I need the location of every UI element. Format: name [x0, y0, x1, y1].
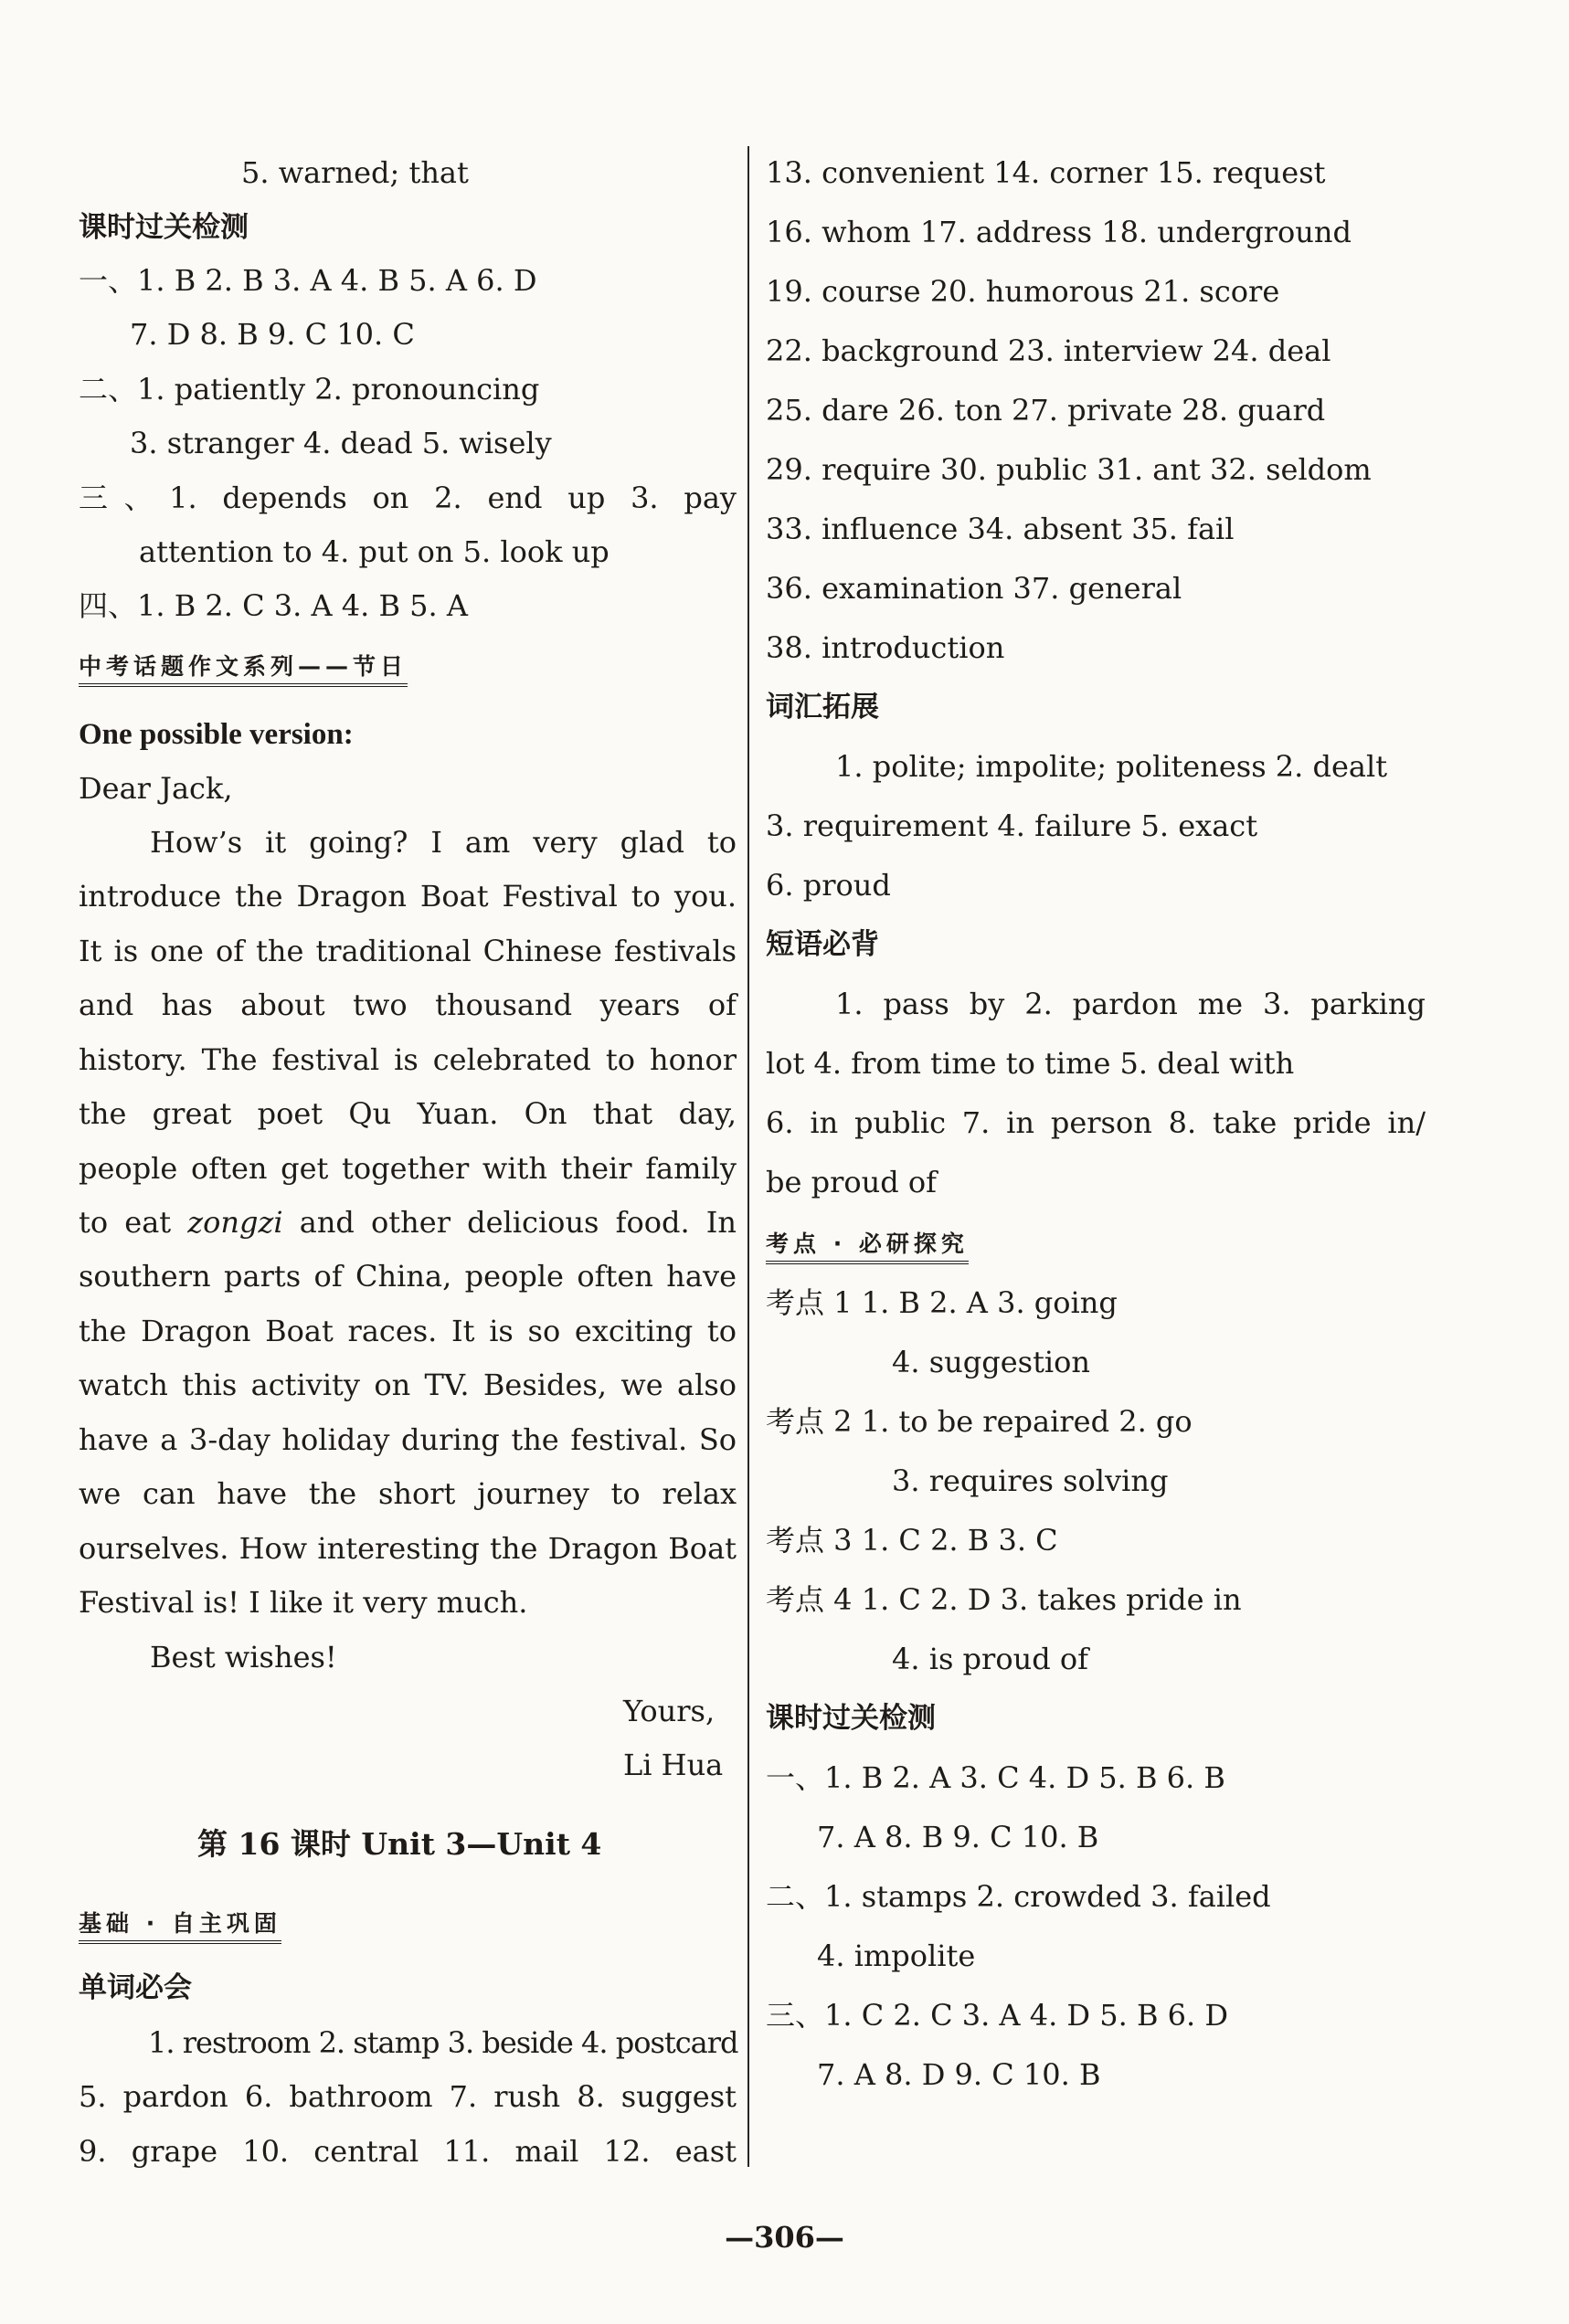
vocab-line: 25. dare 26. ton 27. private 28. guard	[766, 393, 1326, 428]
vocab-line: 19. course 20. humorous 21. score	[766, 274, 1280, 309]
vocab-line: 1. polite; impolite; politeness 2. dealt	[835, 749, 1388, 784]
answer-line: attention to 4. put on 5. look up	[139, 534, 610, 569]
letter-line: watch this activity on TV. Besides, we also	[79, 1368, 737, 1402]
phrase-line: be proud of	[766, 1165, 938, 1199]
basics-banner	[79, 1895, 737, 1948]
vocab-line: 5. pardon 6. bathroom 7. rush 8. suggest	[79, 2079, 737, 2114]
exam-point-line: 考点 4 1. C 2. D 3. takes pride in	[766, 1582, 1242, 1617]
vocab-line: 38. introduction	[766, 630, 1005, 665]
letter-line: It is one of the traditional Chinese festivals	[79, 934, 737, 968]
answer-line: 三、1. C 2. C 3. A 4. D 5. B 6. D	[766, 1998, 1228, 2033]
exam-point-line: 4. is proud of	[892, 1642, 1088, 1676]
answer-line: 7. A 8. D 9. C 10. B	[817, 2057, 1101, 2092]
letter-line: ourselves. How interesting the Dragon Boat	[79, 1531, 737, 1566]
essay-intro: One possible version:	[79, 718, 354, 751]
letter-text: and other delicious food. In	[299, 1205, 737, 1240]
letter-line: history. The festival is celebrated to honor	[79, 1042, 737, 1077]
vocab-line: 22. background 23. interview 24. deal	[766, 333, 1331, 368]
page-number: —306—	[725, 2220, 844, 2255]
section-heading: 单词必会	[79, 1971, 192, 2004]
letter-line: introduce the Dragon Boat Festival to you.	[79, 879, 737, 914]
letter-line: and has about two thousand years of	[79, 988, 737, 1022]
letter-line: people often get together with their family	[79, 1151, 737, 1186]
exam-point-line: 4. suggestion	[892, 1345, 1091, 1379]
answer-line: 三、1. depends on 2. end up 3. pay	[79, 481, 737, 515]
essay-banner	[79, 638, 737, 691]
phrase-line: 6. in public 7. in person 8. take pride in/	[766, 1105, 1426, 1140]
exam-point-line: 考点 3 1. C 2. B 3. C	[766, 1523, 1058, 1558]
exam-point-line: 考点 2 1. to be repaired 2. go	[766, 1404, 1193, 1439]
answer-line: 一、1. B 2. B 3. A 4. B 5. A 6. D	[79, 263, 537, 298]
letter-line: How’s it going? I am very glad to	[150, 825, 737, 860]
letter-line: the Dragon Boat races. It is so exciting to	[79, 1314, 737, 1348]
letter-line: southern parts of China, people often have	[79, 1259, 737, 1294]
vocab-line: 33. influence 34. absent 35. fail	[766, 512, 1235, 546]
study-banner	[766, 1215, 1426, 1268]
section-heading: 课时过关检测	[79, 211, 249, 244]
vocab-line: 29. require 30. public 31. ant 32. seldom	[766, 452, 1372, 487]
letter-line: Festival is! I like it very much.	[79, 1585, 528, 1620]
letter-signature: Li Hua	[623, 1748, 724, 1782]
letter-yours: Yours,	[623, 1694, 716, 1728]
vocab-line: 6. proud	[766, 868, 891, 903]
answer-line: 7. D 8. B 9. C 10. C	[130, 317, 415, 352]
section-heading: 词汇拓展	[766, 691, 879, 724]
answer-line: 二、1. stamps 2. crowded 3. failed	[766, 1879, 1271, 1914]
answer-line: 二、1. patiently 2. pronouncing	[79, 372, 540, 407]
vocab-line: 9. grape 10. central 11. mail 12. east	[79, 2134, 737, 2169]
column-divider	[747, 146, 749, 2167]
lesson-title: 第 16 课时 Unit 3—Unit 4	[197, 1826, 602, 1862]
section-heading: 短语必背	[766, 928, 879, 961]
answer-line: 4. impolite	[817, 1938, 976, 1973]
letter-line: we can have the short journey to relax	[79, 1476, 737, 1511]
essay-banner-text: 中考话题作文系列——节日	[79, 650, 408, 687]
basics-banner-text: 基础 · 自主巩固	[79, 1907, 281, 1944]
answer-line: 3. stranger 4. dead 5. wisely	[130, 426, 552, 460]
letter-greeting: Dear Jack,	[79, 771, 233, 806]
phrase-line: lot 4. from time to time 5. deal with	[766, 1046, 1295, 1081]
answer-line: 5. warned; that	[241, 155, 469, 190]
letter-line: the great poet Qu Yuan. On that day,	[79, 1096, 737, 1131]
answer-line: 四、1. B 2. C 3. A 4. B 5. A	[79, 588, 468, 623]
study-banner-text: 考点 · 必研探究	[766, 1228, 969, 1264]
exam-point-line: 3. requires solving	[892, 1463, 1169, 1498]
section-heading: 课时过关检测	[766, 1702, 936, 1735]
vocab-line: 16. whom 17. address 18. underground	[766, 215, 1352, 249]
letter-line: have a 3-day holiday during the festival. So	[79, 1422, 737, 1457]
answer-line: 一、1. B 2. A 3. C 4. D 5. B 6. B	[766, 1760, 1225, 1795]
vocab-line: 36. examination 37. general	[766, 571, 1182, 606]
phrase-line: 1. pass by 2. pardon me 3. parking	[835, 987, 1426, 1021]
vocab-line: 13. convenient 14. corner 15. request	[766, 155, 1326, 190]
letter-line	[79, 1196, 737, 1249]
letter-text: to eat	[79, 1205, 172, 1240]
exam-point-line: 考点 1 1. B 2. A 3. going	[766, 1285, 1118, 1320]
vocab-line: 3. requirement 4. failure 5. exact	[766, 808, 1258, 843]
letter-closing: Best wishes!	[150, 1640, 337, 1674]
vocab-line: 1. restroom 2. stamp 3. beside 4. postcard	[148, 2025, 738, 2060]
answer-line: 7. A 8. B 9. C 10. B	[817, 1820, 1099, 1854]
letter-text-italic: zongzi	[187, 1205, 283, 1240]
